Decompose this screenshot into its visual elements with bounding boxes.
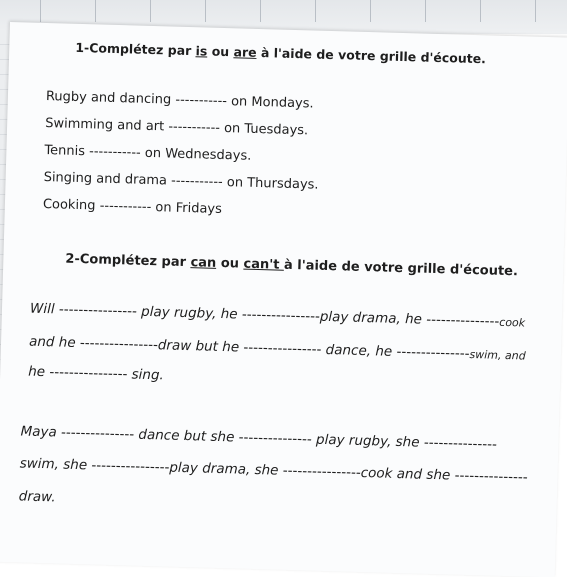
exercise-1-sentence — [43, 197, 222, 218]
paragraph-text: and he — [28, 333, 76, 351]
answer-blank: ---------------- — [282, 462, 361, 481]
sentence-subject: Cooking — [42, 196, 96, 214]
paragraph-text: he — [28, 363, 46, 381]
underlined-word-can: can — [190, 255, 217, 271]
sentence-subject: Singing and drama — [43, 170, 168, 189]
will-paragraph-line — [30, 301, 526, 332]
ruler-tick — [40, 0, 41, 22]
sentence-rest: on Tuesdays. — [223, 121, 309, 139]
paragraph-text: Will — [29, 300, 55, 318]
sentence-rest: on Wednesdays. — [144, 145, 252, 164]
sentence-rest: on Fridays — [155, 200, 223, 217]
paragraph-text: play drama, she — [169, 459, 279, 479]
sentence-subject: Rugby and dancing — [45, 89, 172, 108]
paragraph-text: Maya — [20, 423, 57, 441]
answer-blank: --------------- — [423, 434, 498, 453]
paragraph-text: play rugby, she — [315, 431, 420, 451]
answer-blank: --------------- — [238, 429, 312, 448]
answer-blank: ---------------- — [241, 306, 321, 325]
ruler-tick — [370, 0, 371, 22]
exercise-2-heading — [65, 252, 518, 281]
ruler-tick — [425, 0, 426, 22]
maya-paragraph-line — [19, 488, 56, 505]
maya-paragraph-line — [20, 423, 497, 452]
will-paragraph-line — [29, 334, 526, 365]
ruler-tick — [95, 0, 96, 22]
will-paragraph-line — [28, 364, 164, 384]
heading-text: 1-Complétez par — [75, 39, 196, 59]
paragraph-text: dance but she — [138, 426, 235, 446]
answer-blank: ---------------- — [79, 335, 159, 354]
paragraph-text: swim, and — [469, 347, 526, 363]
worksheet-page — [0, 22, 567, 577]
heading-text: 2-Complétez par — [65, 251, 191, 271]
answer-blank: ----------- — [175, 92, 228, 110]
exercise-1-sentence — [45, 116, 308, 139]
exercise-1-sentence — [46, 89, 314, 112]
maya-paragraph-line — [19, 455, 527, 485]
paragraph-text: play rugby, he — [140, 303, 238, 323]
heading-text: ou — [216, 255, 244, 272]
ruler-tick — [150, 0, 151, 22]
ruler-tick — [480, 0, 481, 22]
answer-blank: ----------- — [168, 119, 221, 136]
heading-text: ou — [207, 43, 234, 60]
answer-blank: ---------------- — [58, 301, 138, 320]
paragraph-text: play drama, he — [319, 308, 423, 328]
exercise-1-heading — [75, 40, 486, 67]
paragraph-text: sing. — [131, 366, 165, 384]
paragraph-text: cook and she — [360, 464, 451, 484]
underlined-word-are: are — [233, 44, 257, 60]
ruler-tick — [205, 0, 206, 22]
answer-blank: ---------------- — [49, 364, 128, 383]
answer-blank: ----------- — [88, 144, 141, 161]
answer-blank: ----------- — [170, 173, 223, 190]
sentence-subject: Swimming and art — [44, 116, 165, 135]
sentence-rest: on Thursdays. — [226, 175, 319, 193]
answer-blank: --------------- — [396, 343, 470, 362]
answer-blank: ----------- — [99, 198, 152, 216]
exercise-1-sentence — [44, 143, 251, 165]
paragraph-text: swim, she — [19, 455, 88, 474]
paragraph-text: draw. — [18, 488, 56, 506]
heading-text: à l'aide de votre grille d'écoute. — [256, 44, 487, 67]
answer-blank: ---------------- — [243, 339, 322, 358]
sentence-rest: on Mondays. — [230, 94, 314, 112]
underlined-word-cant: can't — [243, 256, 285, 273]
answer-blank: --------------- — [454, 467, 528, 486]
answer-blank: ---------------- — [91, 457, 170, 476]
paragraph-text: cook — [499, 315, 526, 330]
paragraph-text: draw but he — [157, 337, 240, 356]
answer-blank: --------------- — [425, 311, 500, 330]
exercise-1-sentence — [43, 170, 318, 194]
underlined-word-is: is — [195, 43, 208, 59]
ruler-tick — [535, 0, 536, 22]
paragraph-text: dance, he — [325, 341, 393, 360]
heading-text: à l'aide de votre grille d'écoute. — [283, 257, 519, 280]
answer-blank: --------------- — [60, 424, 135, 443]
ruler-tick — [315, 0, 316, 22]
sentence-subject: Tennis — [44, 143, 86, 160]
ruler-tick — [260, 0, 261, 22]
